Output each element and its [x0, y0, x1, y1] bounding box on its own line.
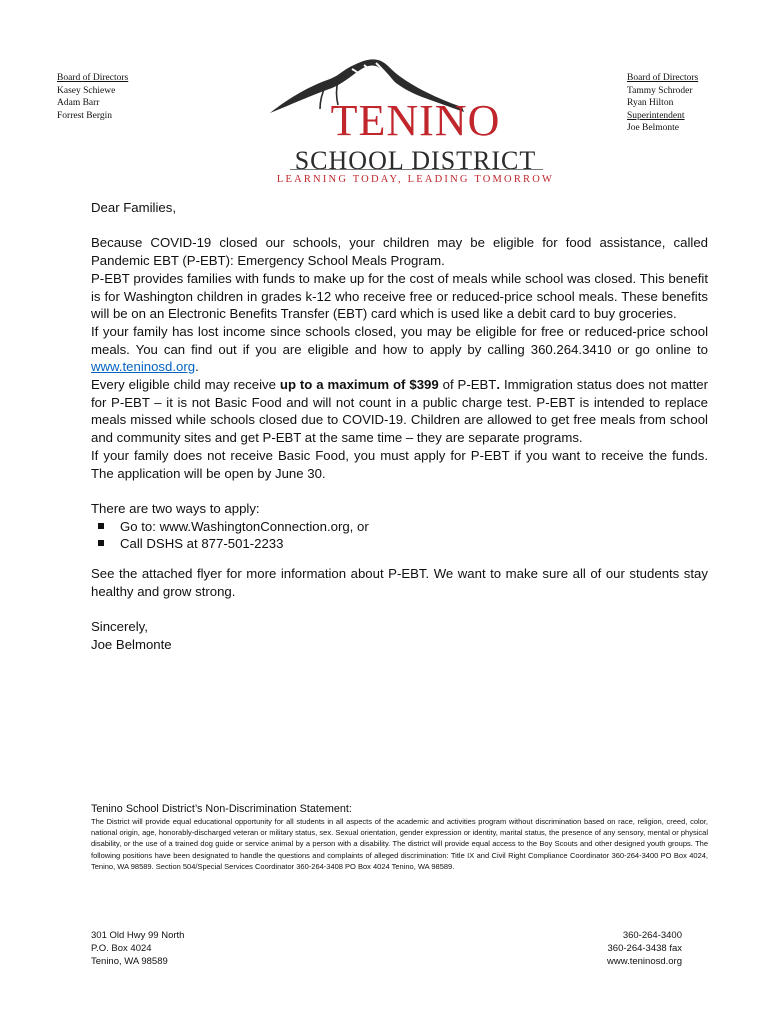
superintendent-heading: Superintendent — [627, 110, 685, 121]
footer-address: 301 Old Hwy 99 North P.O. Box 4024 Tenino, WA 98589 — [91, 930, 185, 967]
signer-name: Joe Belmonte — [91, 636, 172, 652]
board-of-directors-right — [627, 72, 698, 135]
non-discrimination-heading: Tenino School District’s Non-Discrimination Statement: — [91, 803, 352, 815]
district-subtitle: SCHOOL DISTRICT — [294, 146, 537, 175]
letter-body — [91, 199, 708, 654]
district-website-link[interactable]: www.teninosd.org — [91, 359, 196, 375]
paragraph-pebt-funds: P-EBT provides families with funds to make up for the cost of meals while school was closed. This benefit is for Washington children in grades k-12 who receive free or reduced-price school meals. These benefits will be on an Electronic Benefits Transfer (EBT) card which is used like a debit card to buy groceries. — [91, 270, 708, 322]
paragraph-eligibility: Every eligible child may receive up to a maximum of $399 of P-EBT. Immigration status does not matter for P-EBT – it is not Basic Food and will not count in a public charge test. P-EBT is intended to replace meals missed while schools closed due to COVID-19. Children are allowed to get free meals from school and community sites and get P-EBT at the same time – they are separate programs. — [91, 377, 708, 446]
closing: Sincerely, — [91, 619, 148, 635]
district-logo — [268, 55, 563, 190]
footer-contact — [607, 929, 682, 968]
ways-list — [91, 518, 708, 553]
board-heading: Board of Directors — [57, 73, 129, 83]
paragraph-income: If your family has lost income since schools closed, you may be eligible for free or reduced-price school meals. You can find out if you are eligible and how to apply by calling 360.264.3410 or go online to www.teninosd.org. — [91, 323, 708, 375]
board-of-directors-left — [57, 72, 128, 122]
board-heading: Board of Directors — [627, 73, 699, 83]
list-item: Call DSHS at 877-501-2233 — [91, 535, 708, 553]
board-member: Forrest Bergin — [57, 110, 112, 121]
bullet-icon — [98, 540, 104, 546]
non-discrimination-body: The District will provide equal educational opportunity for all students in all aspects of the academic and activities program without discrimination based on race, religion, creed, color, national origin, age, honorably-discharged veteran or military status, sex. Sexual orientation, gender expression or identity, marital status, the presence of any sensory, mental or physical disability, or the use of a trained dog guide or service animal by a person with a disability. The district will provide equal access to the Boy Scouts and other designed youth groups. The following positions have been designated to handle the questions and complaints of alleged discrimination: Title IX and Civil Right Compliance Coordinator 360-264-3400 PO Box 4024, Tenino, WA 98589. Section 504/Special Services Coordinator 360-264-3408 PO Box 4024 Tenino, WA 98589. — [91, 817, 708, 871]
board-member: Tammy Schroder — [627, 85, 693, 96]
district-tagline: LEARNING TODAY, LEADING TOMORROW — [276, 174, 555, 185]
bullet-icon — [98, 523, 104, 529]
logo-divider — [290, 169, 543, 170]
board-member: Adam Barr — [57, 98, 100, 109]
superintendent-name: Joe Belmonte — [627, 123, 679, 134]
footer-website[interactable]: www.teninosd.org — [607, 956, 682, 967]
non-discrimination-statement — [91, 802, 708, 872]
paragraph-covid: Because COVID-19 closed our schools, your children may be eligible for food assistance, called Pandemic EBT (P-EBT): Emergency School Meals Program. — [91, 235, 708, 269]
district-name: TENINO — [330, 96, 501, 145]
maximum-amount: up to a maximum of $399 — [279, 377, 439, 393]
greeting: Dear Families, — [91, 200, 177, 215]
board-member: Kasey Schiewe — [57, 85, 116, 96]
fax-number: 360-264-3438 fax — [607, 943, 682, 954]
paragraph-basic-food: If your family does not receive Basic Food, you must apply for P-EBT if you want to receive the funds. The application will be open by June 30. — [91, 447, 708, 481]
paragraph-flyer: See the attached flyer for more information about P-EBT. We want to make sure all of our students stay healthy and grow strong. — [91, 566, 708, 599]
list-item: Go to: www.WashingtonConnection.org, or — [91, 518, 708, 536]
phone-number: 360-264-3400 — [622, 930, 682, 941]
board-member: Ryan Hilton — [627, 98, 674, 109]
ways-intro: There are two ways to apply: — [91, 500, 260, 516]
